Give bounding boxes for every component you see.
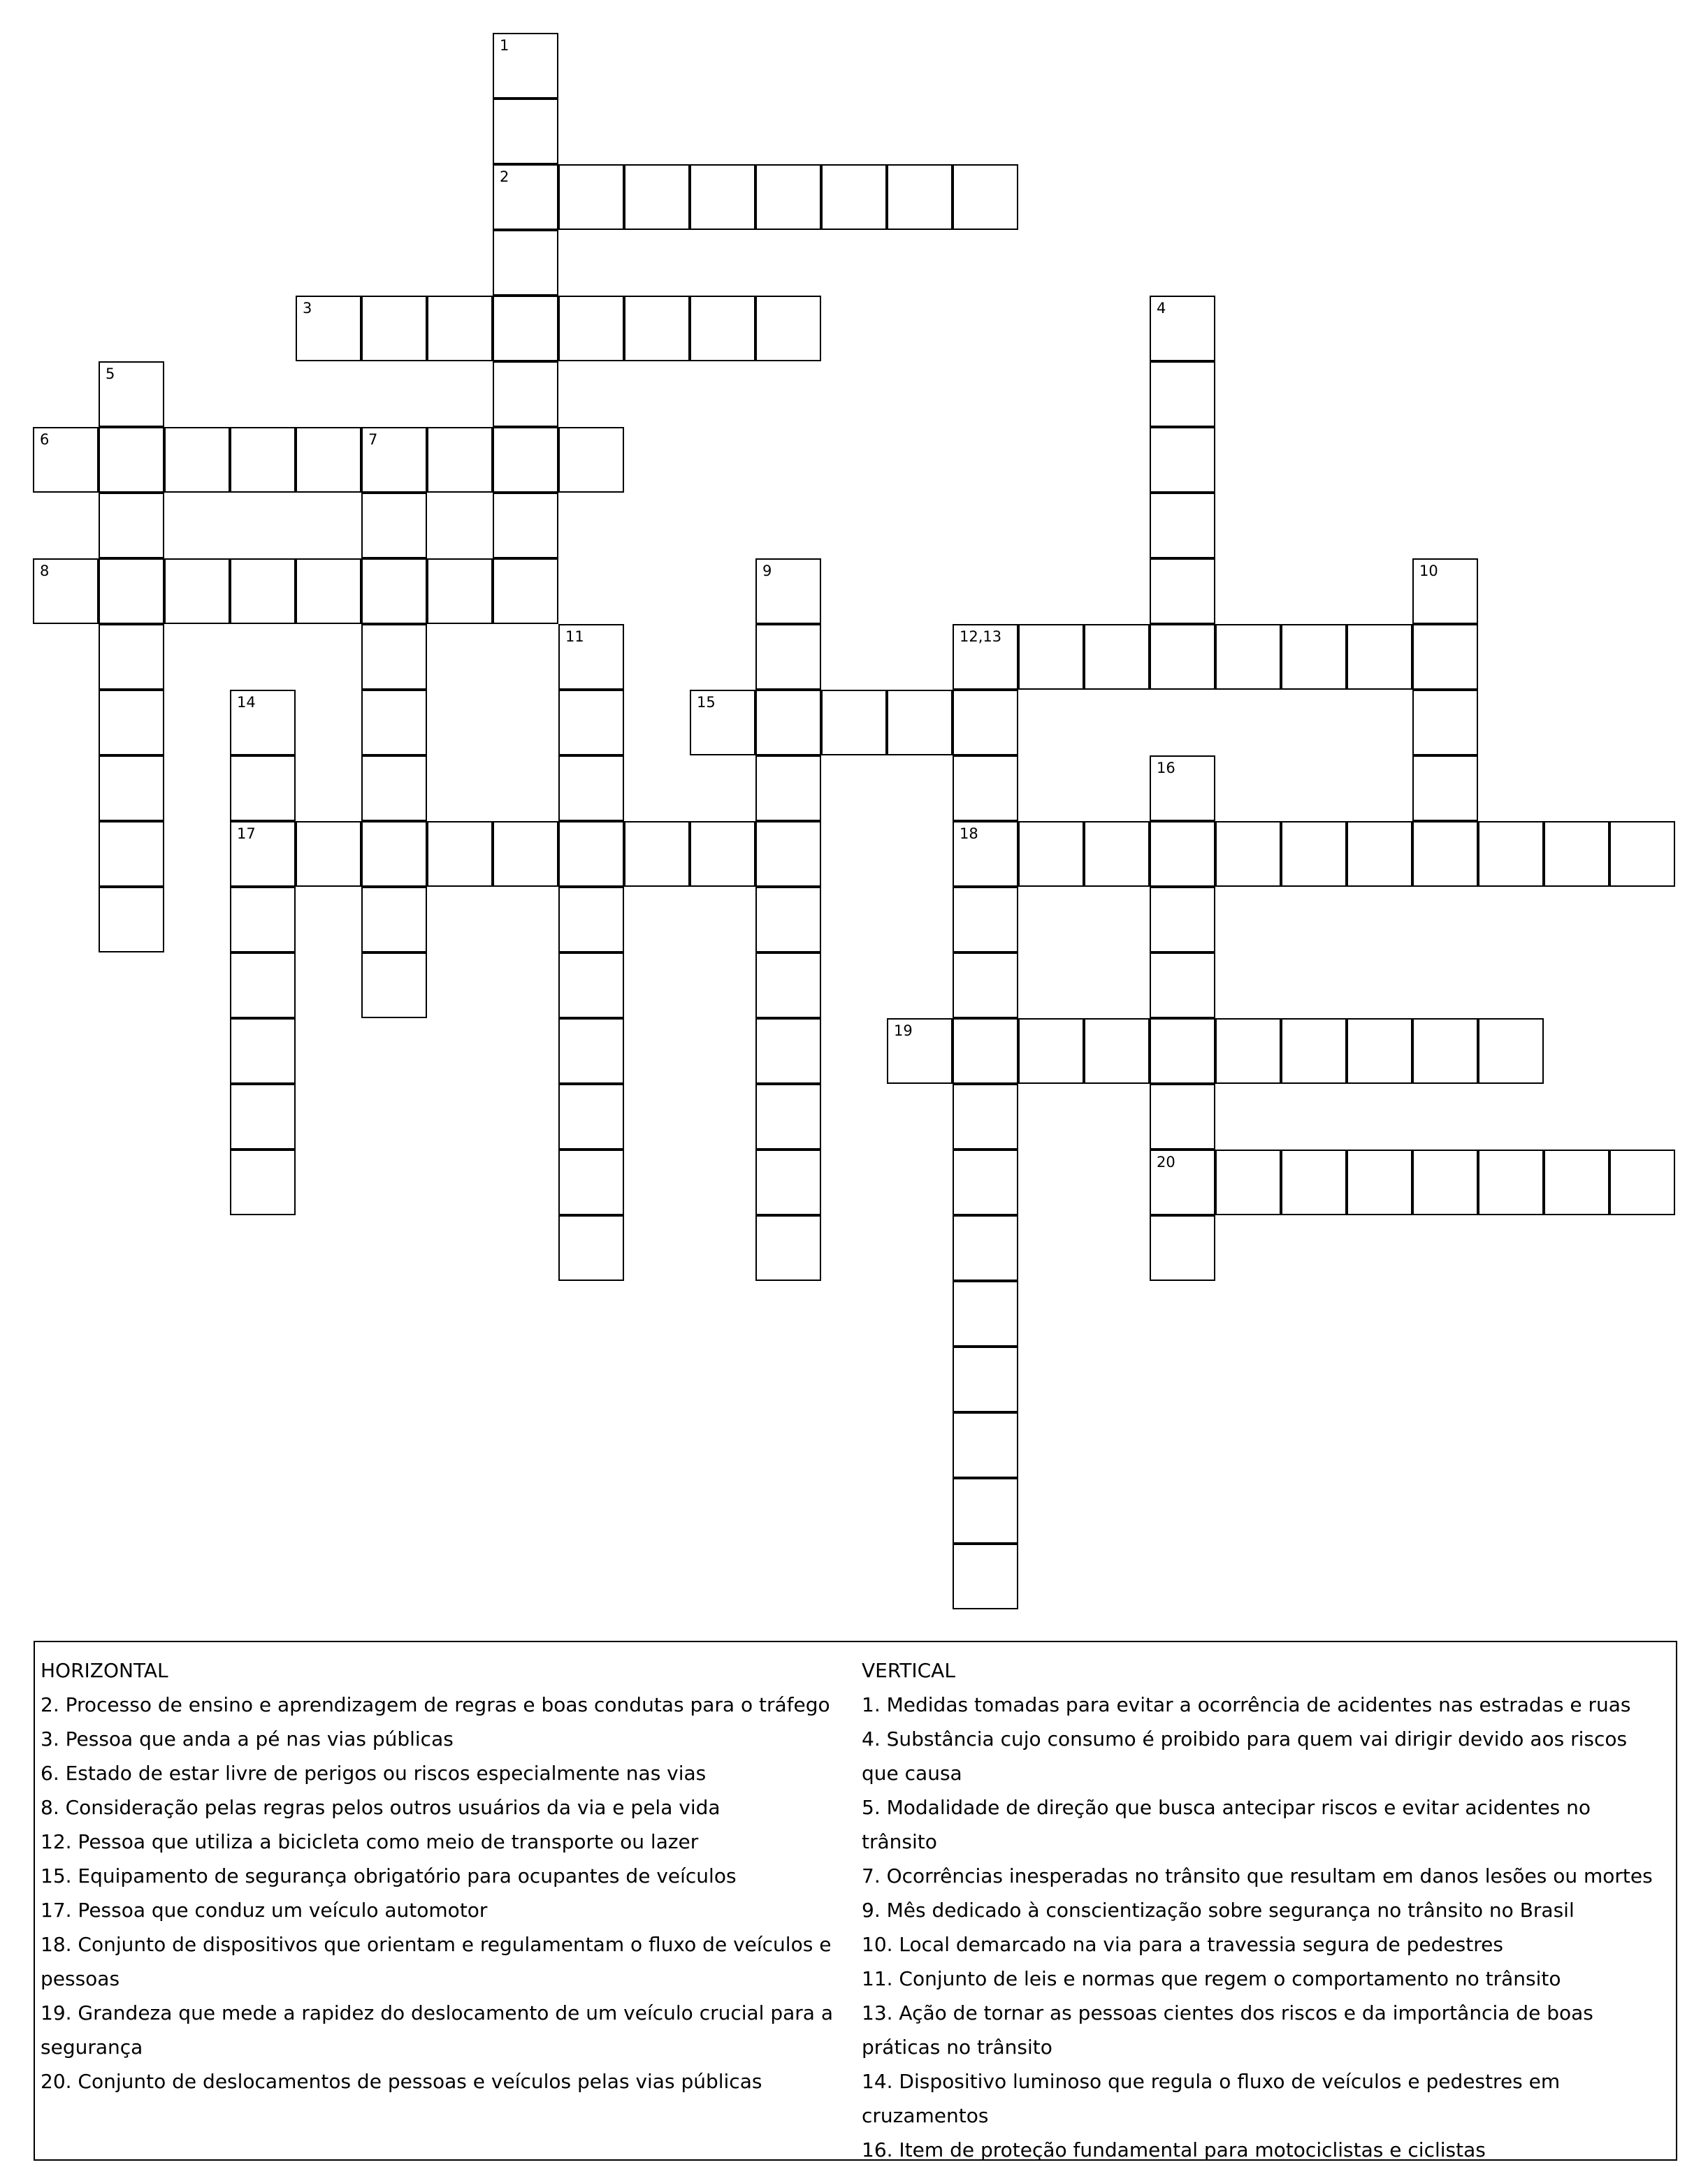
grid-cell[interactable] xyxy=(99,887,164,952)
clue-v-7: 7. Ocorrências inesperadas no trânsito que resultam em danos lesões ou mortes xyxy=(862,1864,1653,1887)
grid-cell[interactable] xyxy=(1084,1018,1150,1084)
grid-cell[interactable] xyxy=(1150,1084,1215,1150)
grid-cell[interactable] xyxy=(99,558,164,624)
grid-cell[interactable] xyxy=(493,296,558,361)
grid-cell[interactable] xyxy=(1215,1018,1281,1084)
grid-cell[interactable] xyxy=(1544,821,1609,887)
grid-cell[interactable] xyxy=(1150,296,1215,361)
grid-cell[interactable] xyxy=(230,952,296,1018)
grid-cell[interactable] xyxy=(690,690,755,755)
grid-cell[interactable] xyxy=(1347,624,1412,690)
grid-cell[interactable] xyxy=(1018,624,1084,690)
horizontal-heading: HORIZONTAL xyxy=(41,1659,168,1682)
clue-h-15: 15. Equipamento de segurança obrigatório para ocupantes de veículos xyxy=(41,1864,737,1887)
vertical-heading: VERTICAL xyxy=(862,1659,955,1682)
grid-cell[interactable] xyxy=(1150,887,1215,952)
grid-cell[interactable] xyxy=(1150,952,1215,1018)
grid-cell[interactable] xyxy=(1412,755,1478,821)
grid-cell[interactable] xyxy=(1084,624,1150,690)
grid-cell[interactable] xyxy=(164,558,230,624)
grid-cell[interactable] xyxy=(427,427,493,493)
grid-cell[interactable] xyxy=(361,493,427,558)
grid-cell[interactable] xyxy=(1412,1150,1478,1215)
grid-cell[interactable] xyxy=(99,624,164,690)
grid-cell[interactable] xyxy=(493,99,558,164)
grid-cell[interactable] xyxy=(230,427,296,493)
grid-cell[interactable] xyxy=(99,755,164,821)
grid-cell[interactable] xyxy=(953,1084,1018,1150)
grid-cell[interactable] xyxy=(296,296,361,361)
grid-cell[interactable] xyxy=(1150,821,1215,887)
grid-cell[interactable] xyxy=(1281,821,1347,887)
clue-number: 9 xyxy=(762,563,772,579)
clue-h-20: 20. Conjunto de deslocamentos de pessoas e veículos pelas vias públicas xyxy=(41,2070,762,2093)
grid-cell[interactable] xyxy=(558,1150,624,1215)
grid-cell[interactable] xyxy=(558,1215,624,1281)
grid-cell[interactable] xyxy=(493,821,558,887)
grid-cell[interactable] xyxy=(99,361,164,427)
clue-number: 12,13 xyxy=(960,628,1002,645)
vertical-clues xyxy=(862,1653,1669,2167)
grid-cell[interactable] xyxy=(953,887,1018,952)
clue-h-8: 8. Consideração pelas regras pelos outros usuários da via e pela vida xyxy=(41,1796,721,1819)
grid-cell[interactable] xyxy=(953,1544,1018,1609)
grid-cell[interactable] xyxy=(230,821,296,887)
grid-cell[interactable] xyxy=(1150,1215,1215,1281)
grid-cell[interactable] xyxy=(1412,821,1478,887)
grid-cell[interactable] xyxy=(953,1018,1018,1084)
grid-cell[interactable] xyxy=(493,164,558,230)
grid-cell[interactable] xyxy=(558,690,624,755)
grid-cell[interactable] xyxy=(558,952,624,1018)
grid-cell[interactable] xyxy=(624,296,690,361)
grid-cell[interactable] xyxy=(821,164,887,230)
grid-cell[interactable] xyxy=(755,1018,821,1084)
grid-cell[interactable] xyxy=(1281,1018,1347,1084)
grid-cell[interactable] xyxy=(953,1412,1018,1478)
grid-cell[interactable] xyxy=(953,1281,1018,1347)
grid-cell[interactable] xyxy=(99,821,164,887)
grid-cell[interactable] xyxy=(1150,1150,1215,1215)
grid-cell[interactable] xyxy=(953,164,1018,230)
grid-cell[interactable] xyxy=(1150,493,1215,558)
grid-cell[interactable] xyxy=(361,296,427,361)
grid-cell[interactable] xyxy=(887,1018,953,1084)
grid-cell[interactable] xyxy=(755,952,821,1018)
horizontal-clues xyxy=(41,1653,837,2099)
grid-cell[interactable] xyxy=(296,427,361,493)
grid-cell[interactable] xyxy=(755,164,821,230)
clue-v-10: 10. Local demarcado na via para a travessia segura de pedestres xyxy=(862,1933,1503,1956)
grid-cell[interactable] xyxy=(953,821,1018,887)
grid-cell[interactable] xyxy=(558,1018,624,1084)
grid-cell[interactable] xyxy=(755,755,821,821)
clue-number: 18 xyxy=(960,825,978,842)
grid-cell[interactable] xyxy=(755,1084,821,1150)
grid-cell[interactable] xyxy=(493,493,558,558)
grid-cell[interactable] xyxy=(1609,1150,1675,1215)
grid-cell[interactable] xyxy=(558,755,624,821)
grid-cell[interactable] xyxy=(230,887,296,952)
grid-cell[interactable] xyxy=(1478,1018,1544,1084)
grid-cell[interactable] xyxy=(558,427,624,493)
grid-cell[interactable] xyxy=(821,690,887,755)
grid-cell[interactable] xyxy=(953,1347,1018,1412)
grid-cell[interactable] xyxy=(1281,1150,1347,1215)
clue-number: 15 xyxy=(697,694,716,711)
clue-v-14: 14. Dispositivo luminoso que regula o fluxo de veículos e pedestres em cruzamentos xyxy=(862,2070,1561,2127)
grid-cell[interactable] xyxy=(1347,821,1412,887)
clue-number: 2 xyxy=(500,168,509,185)
clue-number: 11 xyxy=(565,628,584,645)
grid-cell[interactable] xyxy=(493,361,558,427)
grid-cell[interactable] xyxy=(1347,1018,1412,1084)
clue-number: 4 xyxy=(1157,300,1166,317)
grid-cell[interactable] xyxy=(1347,1150,1412,1215)
grid-cell[interactable] xyxy=(887,690,953,755)
grid-cell[interactable] xyxy=(755,296,821,361)
clue-number: 3 xyxy=(303,300,312,317)
grid-cell[interactable] xyxy=(230,1084,296,1150)
grid-cell[interactable] xyxy=(1609,821,1675,887)
grid-cell[interactable] xyxy=(953,1215,1018,1281)
grid-cell[interactable] xyxy=(755,624,821,690)
grid-cell[interactable] xyxy=(755,1150,821,1215)
grid-cell[interactable] xyxy=(1281,624,1347,690)
clue-h-3: 3. Pessoa que anda a pé nas vias públicas xyxy=(41,1727,454,1751)
grid-cell[interactable] xyxy=(1150,558,1215,624)
clue-number: 14 xyxy=(237,694,256,711)
grid-cell[interactable] xyxy=(1150,1018,1215,1084)
clue-v-16: 16. Item de proteção fundamental para motociclistas e ciclistas xyxy=(862,2138,1486,2161)
grid-cell[interactable] xyxy=(33,427,99,493)
grid-cell[interactable] xyxy=(1084,821,1150,887)
grid-cell[interactable] xyxy=(1412,1018,1478,1084)
grid-cell[interactable] xyxy=(296,821,361,887)
grid-cell[interactable] xyxy=(493,558,558,624)
grid-cell[interactable] xyxy=(1018,1018,1084,1084)
grid-cell[interactable] xyxy=(953,624,1018,690)
grid-cell[interactable] xyxy=(296,558,361,624)
grid-cell[interactable] xyxy=(1412,558,1478,624)
grid-cell[interactable] xyxy=(558,1084,624,1150)
grid-cell[interactable] xyxy=(953,1478,1018,1544)
grid-cell[interactable] xyxy=(953,952,1018,1018)
grid-cell[interactable] xyxy=(230,1150,296,1215)
clue-h-2: 2. Processo de ensino e aprendizagem de regras e boas condutas para o tráfego xyxy=(41,1693,830,1716)
grid-cell[interactable] xyxy=(427,558,493,624)
clue-number: 1 xyxy=(500,37,509,54)
clue-number: 16 xyxy=(1157,760,1175,776)
grid-cell[interactable] xyxy=(361,952,427,1018)
grid-cell[interactable] xyxy=(99,493,164,558)
grid-cell[interactable] xyxy=(690,164,755,230)
clue-number: 10 xyxy=(1419,563,1438,579)
grid-cell[interactable] xyxy=(230,690,296,755)
grid-cell[interactable] xyxy=(1150,755,1215,821)
grid-cell[interactable] xyxy=(558,296,624,361)
grid-cell[interactable] xyxy=(1150,624,1215,690)
clue-v-11: 11. Conjunto de leis e normas que regem o comportamento no trânsito xyxy=(862,1967,1561,1990)
grid-cell[interactable] xyxy=(361,690,427,755)
grid-cell[interactable] xyxy=(361,624,427,690)
clue-v-5: 5. Modalidade de direção que busca antecipar riscos e evitar acidentes no trânsito xyxy=(862,1796,1591,1853)
grid-cell[interactable] xyxy=(690,821,755,887)
grid-cell[interactable] xyxy=(427,296,493,361)
grid-cell[interactable] xyxy=(1215,1150,1281,1215)
grid-cell[interactable] xyxy=(230,755,296,821)
grid-cell[interactable] xyxy=(953,755,1018,821)
grid-cell[interactable] xyxy=(1544,1150,1609,1215)
grid-cell[interactable] xyxy=(1478,821,1544,887)
clue-number: 8 xyxy=(40,563,50,579)
grid-cell[interactable] xyxy=(755,887,821,952)
grid-cell[interactable] xyxy=(1215,624,1281,690)
grid-cell[interactable] xyxy=(230,1018,296,1084)
grid-cell[interactable] xyxy=(493,33,558,99)
grid-cell[interactable] xyxy=(361,821,427,887)
clue-v-13: 13. Ação de tornar as pessoas cientes dos riscos e da importância de boas práticas no trânsito xyxy=(862,2001,1593,2059)
clue-v-4: 4. Substância cujo consumo é proibido para quem vai dirigir devido aos riscos que causa xyxy=(862,1727,1628,1785)
clue-number: 5 xyxy=(106,365,115,382)
grid-cell[interactable] xyxy=(1412,690,1478,755)
grid-cell[interactable] xyxy=(1150,427,1215,493)
grid-cell[interactable] xyxy=(361,427,427,493)
clues-box xyxy=(34,1641,1677,2161)
grid-cell[interactable] xyxy=(1412,624,1478,690)
grid-cell[interactable] xyxy=(361,558,427,624)
grid-cell[interactable] xyxy=(1478,1150,1544,1215)
grid-cell[interactable] xyxy=(624,164,690,230)
grid-cell[interactable] xyxy=(690,296,755,361)
grid-cell[interactable] xyxy=(230,558,296,624)
clue-number: 19 xyxy=(894,1022,913,1039)
clue-v-1: 1. Medidas tomadas para evitar a ocorrência de acidentes nas estradas e ruas xyxy=(862,1693,1631,1716)
grid-cell[interactable] xyxy=(755,821,821,887)
grid-cell[interactable] xyxy=(953,1150,1018,1215)
grid-cell[interactable] xyxy=(361,887,427,952)
clue-h-17: 17. Pessoa que conduz um veículo automotor xyxy=(41,1899,488,1922)
clue-h-6: 6. Estado de estar livre de perigos ou riscos especialmente nas vias xyxy=(41,1762,707,1785)
grid-cell[interactable] xyxy=(493,427,558,493)
grid-cell[interactable] xyxy=(361,755,427,821)
grid-cell[interactable] xyxy=(1215,821,1281,887)
grid-cell[interactable] xyxy=(99,690,164,755)
clue-number: 17 xyxy=(237,825,256,842)
grid-cell[interactable] xyxy=(558,887,624,952)
grid-cell[interactable] xyxy=(755,1215,821,1281)
grid-cell[interactable] xyxy=(558,164,624,230)
grid-cell[interactable] xyxy=(1150,361,1215,427)
grid-cell[interactable] xyxy=(755,690,821,755)
grid-cell[interactable] xyxy=(33,558,99,624)
grid-cell[interactable] xyxy=(953,690,1018,755)
clue-number: 6 xyxy=(40,431,50,448)
grid-cell[interactable] xyxy=(427,821,493,887)
grid-cell[interactable] xyxy=(887,164,953,230)
grid-cell[interactable] xyxy=(164,427,230,493)
grid-cell[interactable] xyxy=(493,230,558,296)
clue-number: 20 xyxy=(1157,1154,1175,1171)
clue-h-18: 18. Conjunto de dispositivos que orientam e regulamentam o fluxo de veículos e pessoas xyxy=(41,1933,832,1990)
grid-cell[interactable] xyxy=(99,427,164,493)
clue-h-19: 19. Grandeza que mede a rapidez do deslocamento de um veículo crucial para a segurança xyxy=(41,2001,834,2059)
grid-cell[interactable] xyxy=(755,558,821,624)
clue-v-9: 9. Mês dedicado à conscientização sobre segurança no trânsito no Brasil xyxy=(862,1899,1575,1922)
clue-h-12: 12. Pessoa que utiliza a bicicleta como meio de transporte ou lazer xyxy=(41,1830,699,1853)
grid-cell[interactable] xyxy=(624,821,690,887)
grid-cell[interactable] xyxy=(1018,821,1084,887)
clue-number: 7 xyxy=(368,431,378,448)
grid-cell[interactable] xyxy=(558,821,624,887)
grid-cell[interactable] xyxy=(558,624,624,690)
